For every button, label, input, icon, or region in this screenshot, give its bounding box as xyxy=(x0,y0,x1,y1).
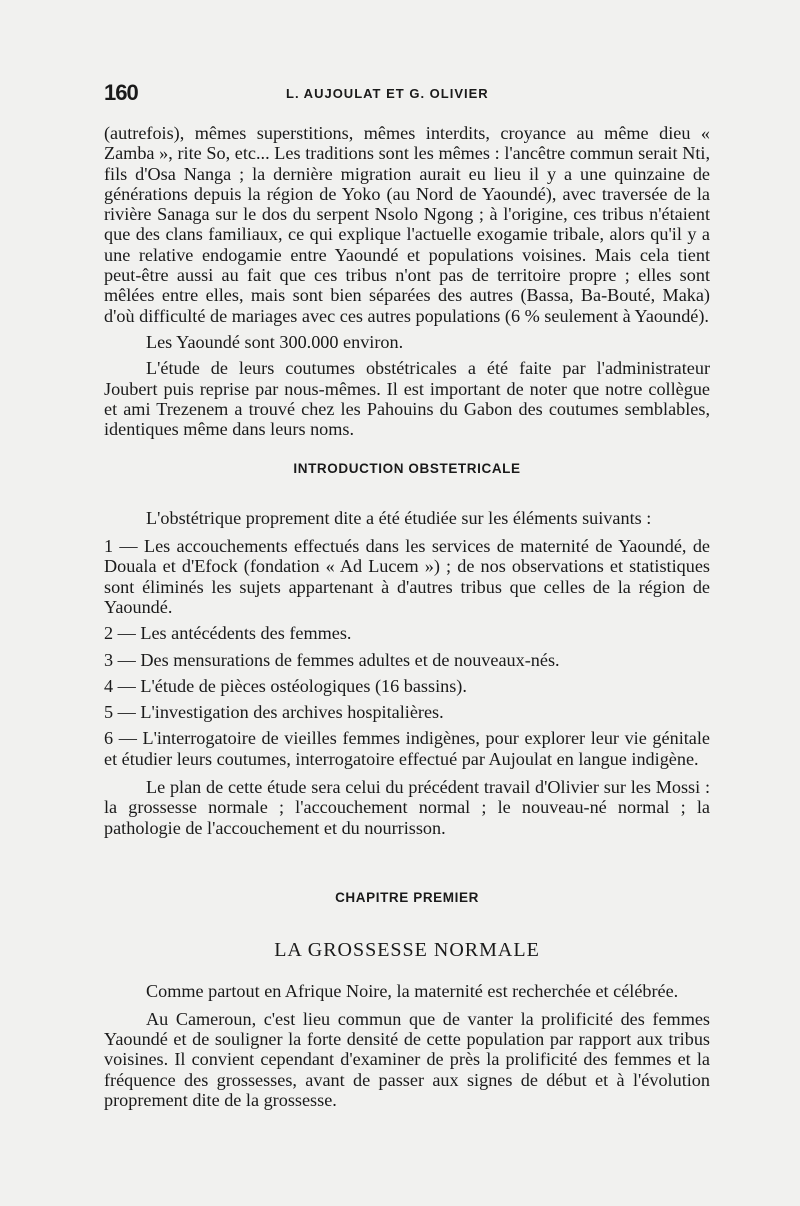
list-item: 5 — L'investigation des archives hospitalières. xyxy=(104,702,444,723)
chapter-title: LA GROSSESSE NORMALE xyxy=(274,939,540,962)
list-item: 6 — L'interrogatoire de vieilles femmes indigènes, pour explorer leur vie génitale et étudier leurs coutumes, interrogatoire effectué par Aujoulat en langue indigène. xyxy=(104,728,710,769)
chapter-label: CHAPITRE PREMIER xyxy=(335,889,479,905)
page-number: 160 xyxy=(104,80,138,105)
paragraph-customs-study: L'étude de leurs coutumes obstétricales a été faite par l'administrateur Joubert puis reprise par nous-mêmes. Il est important de noter que notre collègue et ami Trezenem a trouvé chez les Pahouins du Gabon des coutumes semblables, identiques même dans leurs noms. xyxy=(104,358,710,440)
body-text xyxy=(104,123,710,1110)
paragraph-cameroun: Au Cameroun, c'est lieu commun que de vanter la prolificité des femmes Yaoundé et de souligner la forte densité de cette population par rapport aux tribus voisines. Il convient cependant d'examiner de près la prolificité des femmes et la fréquence des grossesses, avant de passer aux signes de début et à l'évolution proprement dite de la grossesse. xyxy=(104,1008,710,1110)
paragraph-chapter-intro: Comme partout en Afrique Noire, la maternité est recherchée et célébrée. xyxy=(146,980,679,1001)
paragraph-population: Les Yaoundé sont 300.000 environ. xyxy=(146,331,404,352)
paragraph-continuation: (autrefois), mêmes superstitions, mêmes interdits, croyance au même dieu « Zamba », rite So, etc... Les traditions sont les mêmes : l'ancêtre commun serait Nti, fils d'Osa Nanga ; la dernière migration aurait eu lieu il y a une quinzaine de générations depuis la région de Yoko (au Nord de Yaoundé), avec traversée de la rivière Sanaga sur le dos du serpent Nsolo Ngong ; à l'origine, ces tribus n'étaient que des clans familiaux, ce qui explique l'actuelle exogamie tribale, alors qu'il y a une relative endogamie entre Yaoundé et populations voisines. Mais cela tient peut-être aussi au fait que ces tribus n'ont pas de territoire propre ; elles sont mêlées entre elles, mais sont bien séparées des autres (Bassa, Ba-Bouté, Maka) d'où difficulté de mariages avec ces autres populations (6 % seulement à Yaoundé). xyxy=(104,123,710,326)
paragraph-intro-lead: L'obstétrique proprement dite a été étudiée sur les éléments suivants : xyxy=(146,507,652,528)
list-item: 2 — Les antécédents des femmes. xyxy=(104,623,352,644)
list-item: 3 — Des mensurations de femmes adultes et de nouveaux-nés. xyxy=(104,649,560,670)
list-item: 1 — Les accouchements effectués dans les services de maternité de Yaoundé, de Douala et d'Efock (fondation « Ad Lucem ») ; de nos observations et statistiques sont éliminés les sujets appartenant à d'autres tribus que celles de la région de Yaoundé. xyxy=(104,536,710,617)
running-head: L. AUJOULAT ET G. OLIVIER xyxy=(286,86,489,101)
section-heading-introduction: INTRODUCTION OBSTETRICALE xyxy=(293,461,521,477)
page-header xyxy=(104,80,710,110)
paragraph-plan: Le plan de cette étude sera celui du précédent travail d'Olivier sur les Mossi : la grossesse normale ; l'accouchement normal ; le nouveau-né normal ; la pathologie de l'accouchement et du nourrisson. xyxy=(104,777,710,838)
list-item: 4 — L'étude de pièces ostéologiques (16 bassins). xyxy=(104,675,467,696)
